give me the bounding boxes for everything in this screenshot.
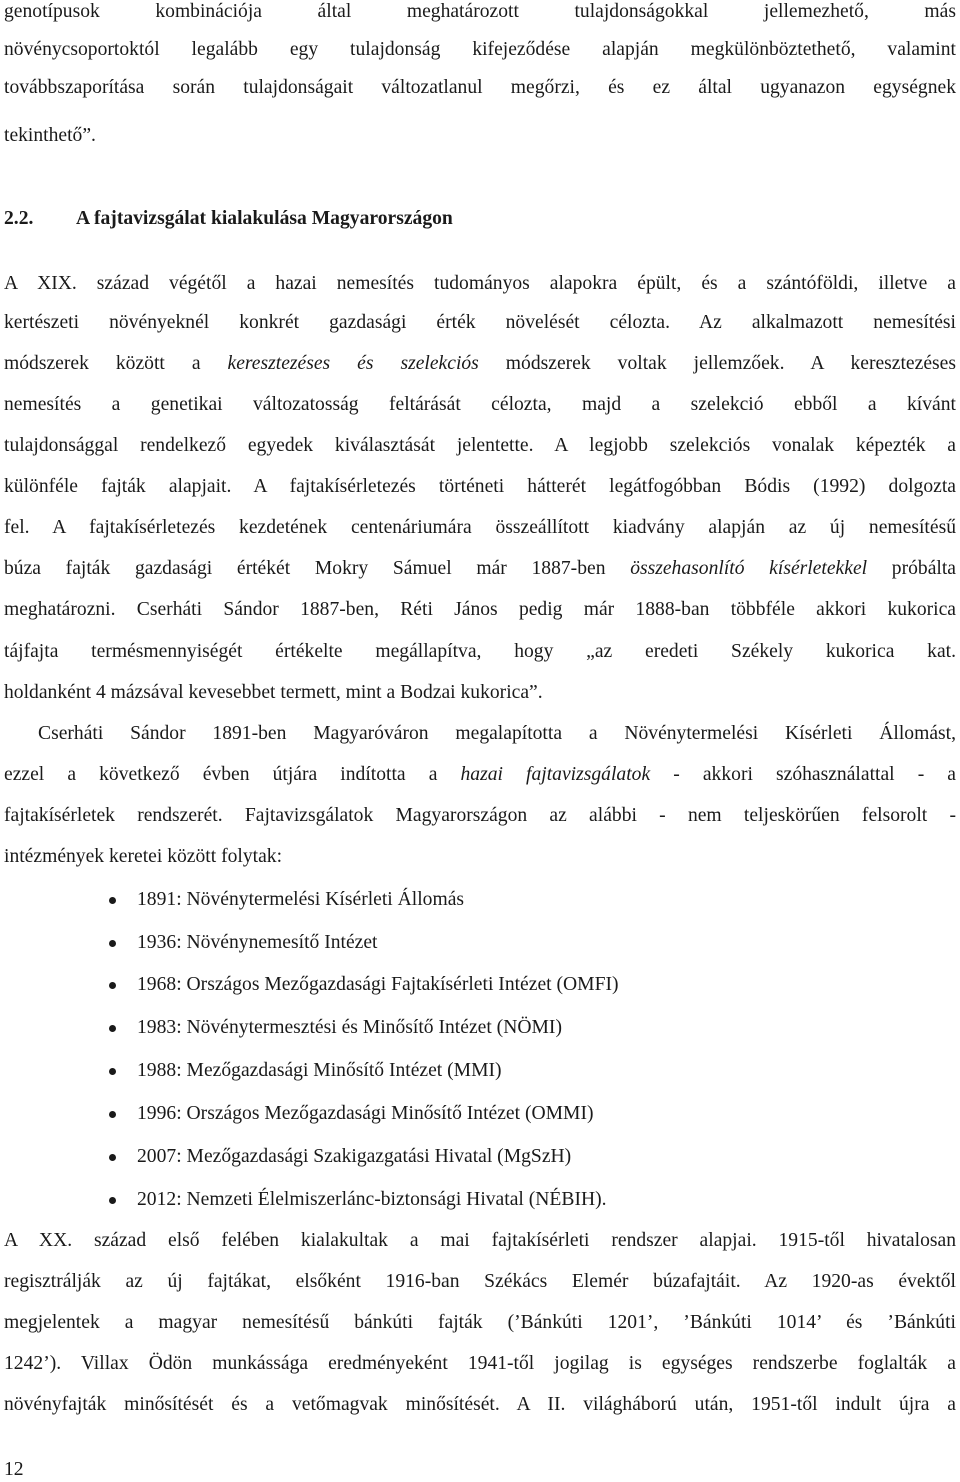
paragraph-1-line-3: továbbszaporítása során tulajdonságait változatlanul megőrzi, és ez által ugyanazon egységnek [4,77,956,98]
paragraph-3-line-2-italic: hazai fajtavizsgálatok [460,764,651,785]
paragraph-2-line-3-italic: keresztezéses és szelekciós [227,353,479,374]
paragraph-2-line-3 [4,352,956,376]
bullet-icon [109,1068,116,1075]
bullet-icon [109,1111,116,1118]
paragraph-1-line-2: növénycsoportoktól legalább egy tulajdonság kifejeződése alapján megkülönböztethető, valamint [4,39,956,60]
paragraph-2-line-11: holdanként 4 mázsával kevesebbet termett, mint a Bodzai kukorica”. [4,682,543,703]
paragraph-3-line-1: Cserháti Sándor 1891-ben Magyaróváron megalapította a Növénytermelési Kísérleti Állomást, [38,723,956,744]
paragraph-4-line-5: növényfajták minősítését és a vetőmagvak minősítését. A II. világháború után, 1951-től indult újra a [4,1394,956,1415]
paragraph-3-line-2-post: - akkori szóhasználattal - a [650,764,957,785]
paragraph-2-line-6: különféle fajták alapjait. A fajtakísérletezés történeti hátterét legátfogóbban Bódis (1992) dolgozta [4,476,956,497]
paragraph-4-line-2: regisztrálják az új fajtákat, elsőként 1916-ban Székács Elemér búzafajtáit. Az 1920-as évektől [4,1271,956,1292]
paragraph-2-line-7: fel. A fajtakísérletezés kezdetének centenáriumára összeállított kiadvány alapján az új nemesítésű [4,517,956,538]
paragraph-3-line-2 [4,763,956,787]
bullet-icon [109,982,116,989]
list-item-text: 1968: Országos Mezőgazdasági Fajtakísérleti Intézet (OMFI) [137,974,619,995]
list-item-text: 1996: Országos Mezőgazdasági Minősítő Intézet (OMMI) [137,1103,594,1124]
bullet-icon [109,1197,116,1204]
paragraph-2-line-3-pre: módszerek között a [4,353,228,374]
section-number: 2.2. [4,208,34,229]
list-item-text: 2007: Mezőgazdasági Szakigazgatási Hivatal (MgSzH) [137,1146,572,1167]
list-item-text: 1936: Növénynemesítő Intézet [137,932,378,953]
paragraph-2-line-8 [4,557,956,581]
list-item-text: 1983: Növénytermesztési és Minősítő Intézet (NÖMI) [137,1017,562,1038]
bullet-icon [109,1025,116,1032]
paragraph-2-line-8-pre: búza fajták gazdasági értékét Mokry Sámuel már 1887-ben [4,558,631,579]
paragraph-1-line-4: tekinthető”. [4,125,96,146]
paragraph-3-line-3: fajtakísérletek rendszerét. Fajtavizsgálatok Magyarországon az alábbi - nem teljeskörűen felsorolt - [4,805,956,826]
bullet-icon [109,940,116,947]
paragraph-2-line-10: tájfajta termésmennyiségét értékelte megállapítva, hogy „az eredeti Székely kukorica kat. [4,641,956,662]
paragraph-1-line-1: genotípusok kombinációja által meghatározott tulajdonságokkal jellemezhető, más [4,1,956,22]
paragraph-2-line-9: meghatározni. Cserháti Sándor 1887-ben, Réti János pedig már 1888-ban többféle akkori kukorica [4,599,956,620]
paragraph-2-line-3-post: módszerek voltak jellemzőek. A keresztezéses [478,353,956,374]
bullet-icon [109,897,116,904]
paragraph-3-line-2-pre: ezzel a következő évben útjára indította a [4,764,461,785]
paragraph-2-line-4: nemesítés a genetikai változatosság feltárását célozta, majd a szelekció ebből a kívánt [4,394,956,415]
section-title: A fajtavizsgálat kialakulása Magyarországon [76,208,453,229]
list-item-text: 1891: Növénytermelési Kísérleti Állomás [137,889,465,910]
paragraph-3-line-4: intézmények keretei között folytak: [4,846,283,867]
page-number: 12 [4,1459,24,1480]
paragraph-2-line-2: kertészeti növényeknél konkrét gazdasági érték növelését célozta. Az alkalmazott nemesítési [4,312,956,333]
bullet-icon [109,1154,116,1161]
paragraph-2-line-8-italic: összehasonlító kísérletekkel [630,558,868,579]
list-item-text: 2012: Nemzeti Élelmiszerlánc-biztonsági Hivatal (NÉBIH). [137,1189,607,1210]
section-heading [4,207,453,231]
paragraph-4-line-3: megjelentek a magyar nemesítésű bánkúti fajták (’Bánkúti 1201’, ’Bánkúti 1014’ és ’Bánkúti [4,1312,956,1333]
paragraph-4-line-1: A XX. század első felében kialakultak a mai fajtakísérleti rendszer alapjai. 1915-től hivatalosan [4,1230,956,1251]
paragraph-2-line-5: tulajdonsággal rendelkező egyedek kiválasztását jelentette. A legjobb szelekciós vonalak képezték a [4,435,956,456]
paragraph-2-line-1: A XIX. század végétől a hazai nemesítés tudományos alapokra épült, és a szántóföldi, illetve a [4,273,956,294]
paragraph-2-line-8-post: próbálta [867,558,956,579]
paragraph-4-line-4: 1242’). Villax Ödön munkássága eredményeként 1941-től jogilag is egységes rendszerbe foglalták a [4,1353,956,1374]
list-item-text: 1988: Mezőgazdasági Minősítő Intézet (MMI) [137,1060,502,1081]
